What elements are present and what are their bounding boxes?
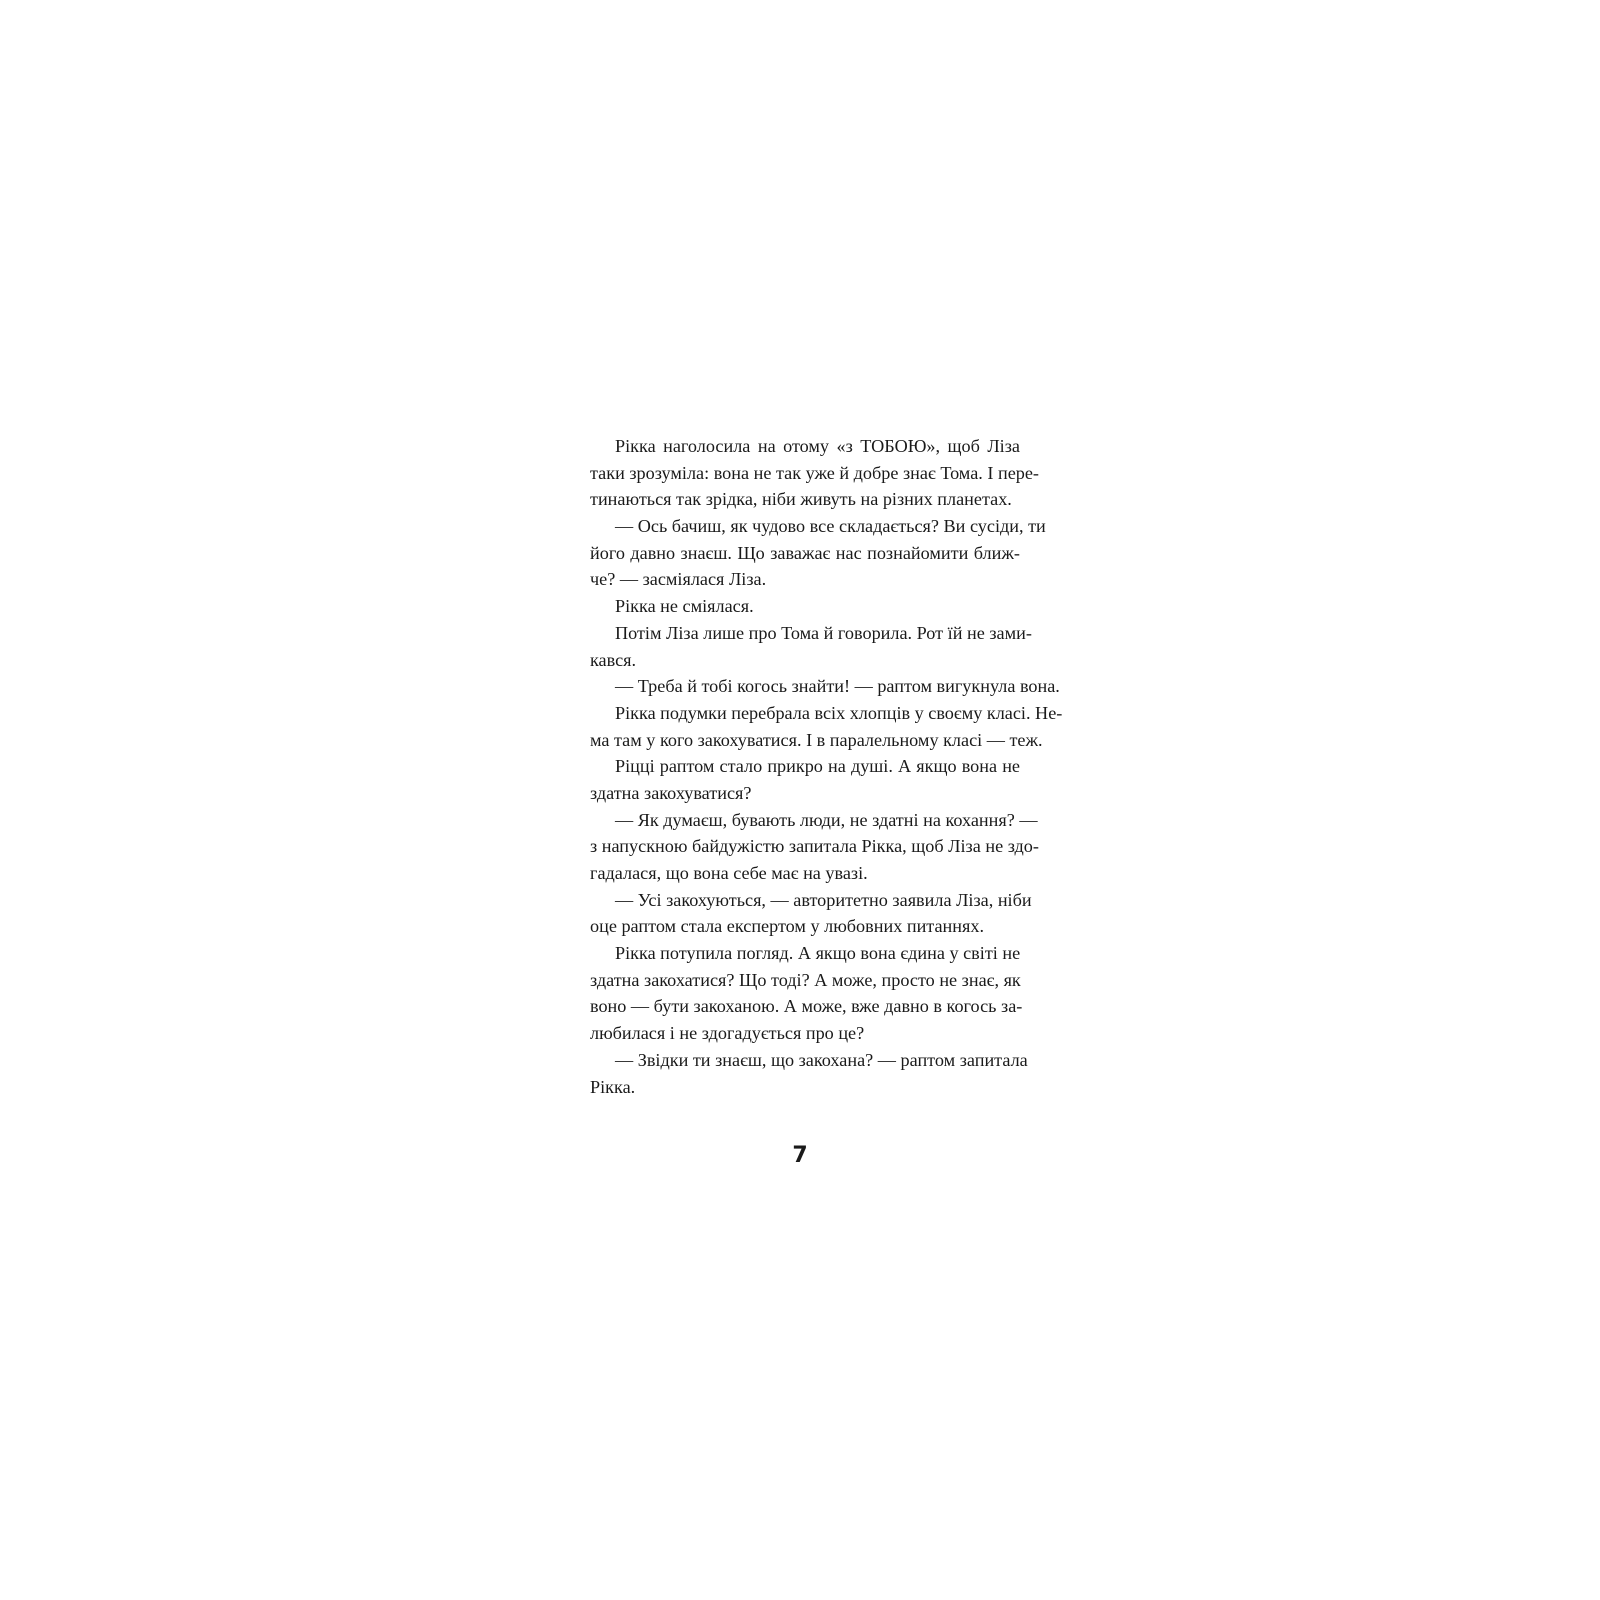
text-line-1: Рікка наголосила на отому «з ТОБОЮ», щоб Ліза [615, 436, 1020, 456]
text-line-3: тинаються так зрідка, ніби живуть на різних планетах. [590, 489, 1012, 510]
text-line-9: кався. [590, 649, 637, 670]
text-line-21: здатна закохатися? Що тоді? А може, просто не знає, як [590, 969, 1021, 990]
text-line-8: Потім Ліза лише про Тома й говорила. Рот їй не зами- [615, 622, 1032, 643]
text-line-12: ма там у кого закохуватися. І в паралельному класі — теж. [590, 729, 1043, 750]
text-line-17: гадалася, що вона себе має на увазі. [590, 863, 868, 883]
text-line-11: Рікка подумки перебрала всіх хлопців у своєму класі. Не- [615, 702, 1063, 723]
text-line-15: — Як думаєш, бувають люди, не здатні на кохання? — [615, 809, 1038, 830]
text-line-2: таки зрозуміла: вона не так уже й добре знає Тома. І пере- [590, 462, 1039, 483]
text-line-10: — Треба й тобі когось знайти! — раптом вигукнула вона. [615, 676, 1060, 697]
text-line-14: здатна закохуватися? [590, 782, 752, 803]
text-line-16: з напускною байдужістю запитала Рікка, щоб Ліза не здо- [590, 836, 1039, 857]
text-line-23: любилася і не здогадується про це? [590, 1023, 865, 1044]
text-line-5: його давно знаєш. Що заважає нас познайомити ближ- [590, 542, 1020, 563]
text-line-18: — Усі закохуються, — авторитетно заявила Ліза, ніби [615, 889, 1032, 910]
text-line-20: Рікка потупила погляд. А якщо вона єдина у світі не [615, 943, 1021, 964]
text-line-6: че? — засміялася Ліза. [590, 569, 767, 590]
body-text [590, 433, 1063, 1100]
text-line-24: — Звідки ти знаєш, що закохана? — раптом запитала [615, 1049, 1028, 1070]
text-line-25: Рікка. [590, 1076, 636, 1097]
page-number: 7 [792, 1143, 808, 1168]
text-line-4: — Ось бачиш, як чудово все складається? Ви сусіди, ти [615, 516, 1046, 537]
text-line-19: оце раптом стала експертом у любовних питаннях. [590, 916, 985, 937]
text-line-13: Ріцці раптом стало прикро на душі. А якщо вона не [615, 756, 1020, 777]
text-line-22: воно — бути закоханою. А може, вже давно в когось за- [590, 996, 1023, 1017]
text-line-7: Рікка не сміялася. [615, 596, 754, 617]
